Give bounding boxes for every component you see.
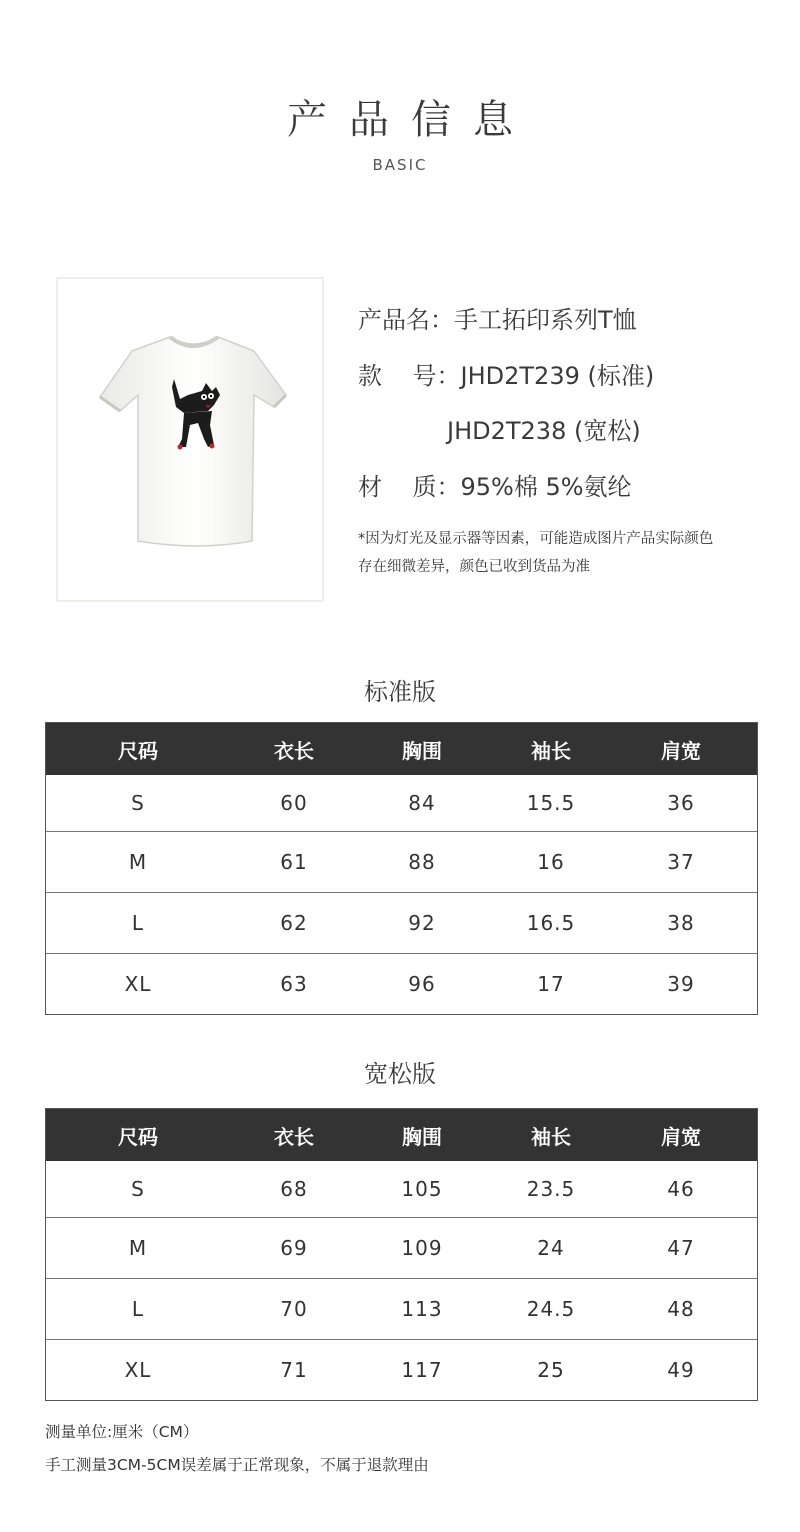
table-row — [46, 1217, 757, 1278]
header-shoulder: 肩宽 — [661, 1124, 701, 1149]
color-disclaimer — [358, 525, 778, 581]
shoulder-cell: 39 — [667, 972, 695, 996]
tolerance-note: 手工测量3CM-5CM误差属于正常现象，不属于退款理由 — [45, 1456, 429, 1474]
material-value: 95%棉 5%氨纶 — [460, 473, 632, 501]
header-chest: 胸围 — [402, 1124, 442, 1149]
header-size: 尺码 — [118, 1124, 158, 1149]
table-row — [46, 1161, 757, 1217]
chest-cell: 88 — [408, 850, 436, 874]
length-cell: 69 — [280, 1236, 308, 1260]
sleeve-cell: 16 — [537, 850, 565, 874]
length-cell: 60 — [280, 791, 308, 815]
measurement-unit: 测量单位:厘米（CM） — [45, 1423, 199, 1441]
length-cell: 61 — [280, 850, 308, 874]
shoulder-cell: 36 — [667, 791, 695, 815]
sleeve-cell: 16.5 — [526, 911, 576, 935]
shoulder-cell: 46 — [667, 1177, 695, 1201]
sleeve-cell: 25 — [537, 1358, 565, 1382]
header-shoulder: 肩宽 — [661, 738, 701, 763]
table-row — [46, 1339, 757, 1400]
table-row — [46, 775, 757, 831]
chest-cell: 96 — [408, 972, 436, 996]
sleeve-cell: 23.5 — [526, 1177, 576, 1201]
sleeve-cell: 15.5 — [526, 791, 576, 815]
size-cell: L — [131, 1297, 145, 1321]
shoulder-cell: 49 — [667, 1358, 695, 1382]
sku-standard: JHD2T239 (标准) — [460, 362, 655, 390]
header-length: 衣长 — [274, 738, 314, 763]
table-row — [46, 1278, 757, 1339]
shoulder-cell: 48 — [667, 1297, 695, 1321]
table-header — [46, 1109, 757, 1161]
length-cell: 70 — [280, 1297, 308, 1321]
chest-cell: 105 — [401, 1177, 443, 1201]
sleeve-cell: 24.5 — [526, 1297, 576, 1321]
header-sleeve: 袖长 — [531, 738, 571, 763]
size-cell: S — [131, 1177, 145, 1201]
sleeve-cell: 24 — [537, 1236, 565, 1260]
page-subtitle: BASIC — [372, 156, 428, 174]
shoulder-cell: 38 — [667, 911, 695, 935]
tshirt-illustration — [58, 279, 322, 600]
loose-size-table — [45, 1108, 758, 1401]
material-label: 材 质： — [358, 473, 461, 501]
header-sleeve: 袖长 — [531, 1124, 571, 1149]
chest-cell: 113 — [401, 1297, 443, 1321]
header-chest: 胸围 — [402, 738, 442, 763]
page-title: 产品信息 — [287, 97, 535, 143]
length-cell: 71 — [280, 1358, 308, 1382]
size-cell: XL — [124, 1358, 152, 1382]
product-name-line — [358, 300, 637, 335]
length-cell: 68 — [280, 1177, 308, 1201]
sku-loose: JHD2T238 (宽松) — [447, 417, 641, 445]
size-cell: XL — [124, 972, 152, 996]
table-row — [46, 831, 757, 892]
chest-cell: 117 — [401, 1358, 443, 1382]
product-name-value: 手工拓印系列T恤 — [454, 306, 637, 334]
header-size: 尺码 — [118, 738, 158, 763]
shoulder-cell: 37 — [667, 850, 695, 874]
shoulder-cell: 47 — [667, 1236, 695, 1260]
chest-cell: 92 — [408, 911, 436, 935]
product-image — [56, 277, 324, 602]
size-cell: M — [128, 850, 148, 874]
material-line — [358, 467, 632, 502]
loose-table-title: 宽松版 — [364, 1060, 436, 1088]
length-cell: 62 — [280, 911, 308, 935]
chest-cell: 109 — [401, 1236, 443, 1260]
size-cell: L — [131, 911, 145, 935]
size-cell: M — [128, 1236, 148, 1260]
table-row — [46, 892, 757, 953]
chest-cell: 84 — [408, 791, 436, 815]
disclaimer-line-2: 存在细微差异，颜色已收到货品为准 — [358, 559, 590, 575]
header-length: 衣长 — [274, 1124, 314, 1149]
product-name-label: 产品名： — [358, 306, 454, 334]
length-cell: 63 — [280, 972, 308, 996]
disclaimer-line-1: *因为灯光及显示器等因素，可能造成图片产品实际颜色 — [358, 531, 714, 547]
standard-size-table — [45, 722, 758, 1015]
size-cell: S — [131, 791, 145, 815]
standard-table-title: 标准版 — [364, 678, 436, 706]
sku-line — [358, 356, 654, 391]
table-row — [46, 953, 757, 1014]
sku-label: 款 号： — [358, 362, 461, 390]
sleeve-cell: 17 — [537, 972, 565, 996]
table-header — [46, 723, 757, 775]
